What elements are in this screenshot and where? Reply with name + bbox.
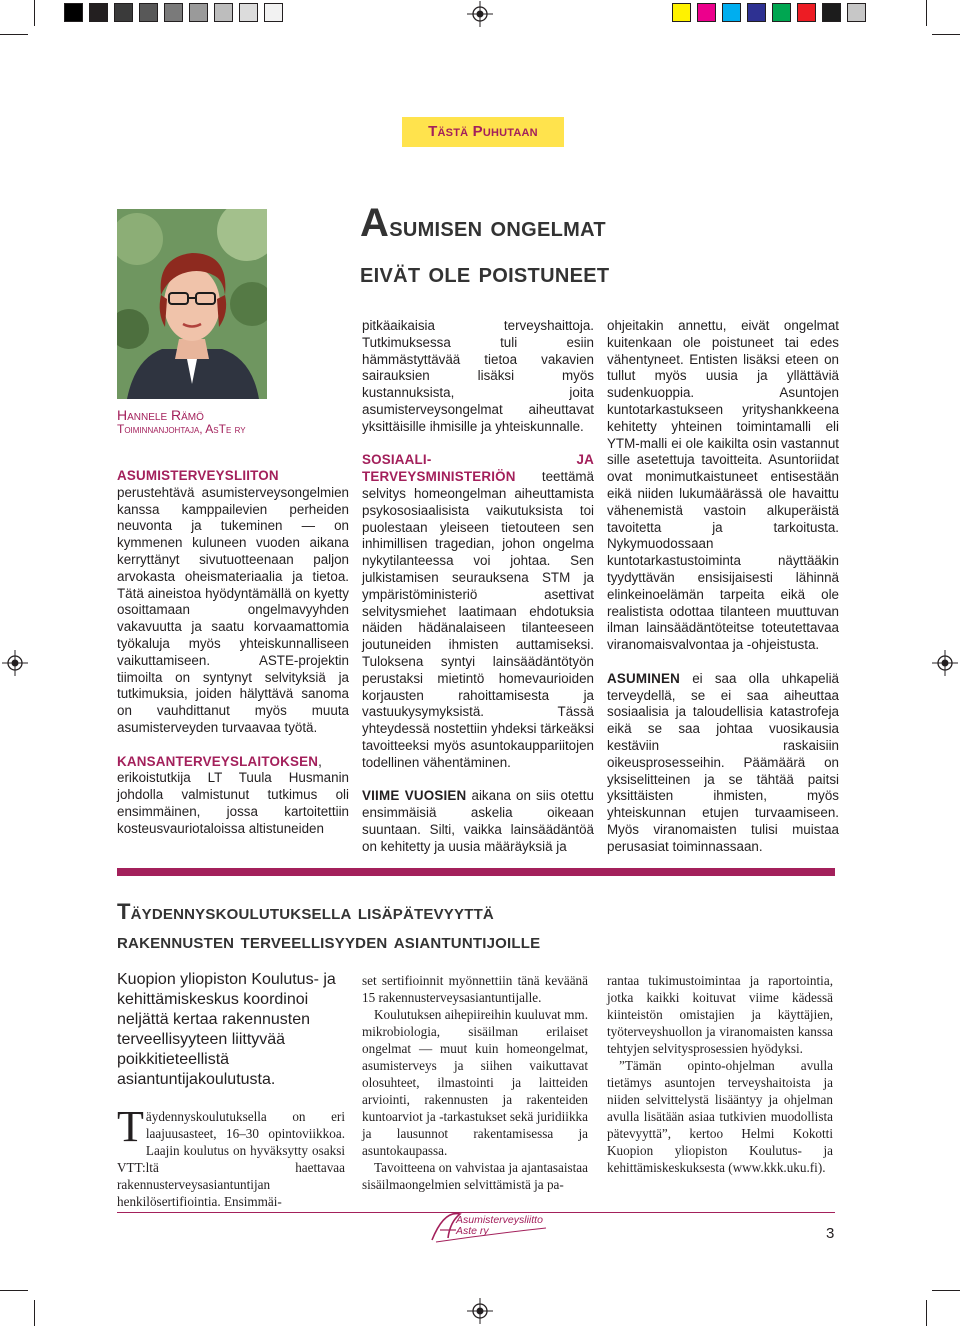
author-photo <box>117 209 267 399</box>
crop-mark <box>0 1290 28 1291</box>
logo-text <box>456 1215 543 1237</box>
paragraph: Tavoitteena on vahvistaa ja ajantasaistaa sisäilmaongelmien selvittämistä ja pa- <box>362 1160 588 1192</box>
drop-cap: T <box>117 1102 144 1151</box>
paragraph: rantaa tukimustoimintaa ja raportointia, jotka kaikki koituvat viime kädessä kiinteistön omistajien ja käyttäjien, työterveyshuollon ja viranomaisten kanssa tehtyjen selvitysprosessien hyödyksi. <box>607 973 833 1056</box>
print-swatch <box>189 3 208 22</box>
paragraph-lead: KANSANTERVEYSLAITOKSEN <box>117 753 319 769</box>
print-swatch <box>672 3 691 22</box>
second-article-intro: Kuopion yliopiston Koulutus- ja kehittämiskeskus koordinoi neljättä kertaa rakennusten terveellisyyteen liittyvää poikkitieteellistä asiantuntijakoulutusta. <box>117 971 336 1088</box>
print-swatch <box>114 3 133 22</box>
registration-mark-icon <box>467 1 493 27</box>
print-swatch <box>239 3 258 22</box>
crop-mark <box>34 1300 35 1326</box>
registration-mark-icon <box>932 650 958 676</box>
paragraph-lead: VIIME VUOSIEN <box>362 788 467 804</box>
headline-line-2: eivät ole poistuneet <box>360 257 610 288</box>
paragraph: set sertifioinnit myönnettiin tänä keväänä 15 rakennusterveysasiantuntijalle. <box>362 973 588 1005</box>
paragraph <box>362 452 594 771</box>
crop-mark <box>0 34 28 35</box>
paragraph: Koulutuksen aihepiireihin kuuluvat mm. mikrobiologia, sisäilman erilaiset ongelmat — muut kuin homeongelmat, asumisterveys ja siihen vaikuttavat olosuhteet, ilmastointi ja laitteiden arviointi, rakennusten ja rakenteiden kuntoarviot ja -tarkastukset sekä juridiikka ja lausunnot rakentamisessa ja asuntokaupassa. <box>362 1007 588 1158</box>
author-portrait-illustration <box>117 209 267 399</box>
paragraph-text: pitkäaikaisia terveyshaittoja. Tutkimuksessa tuli esiin hämmästyttävää tietoa vakavien sairauksien lisäksi myös kustannuksista, joita asumisterveysongelmat aiheuttavat yksittäisille ihmisille ja yhteiskunnalle. <box>362 318 594 434</box>
logo-text-line-1: Asumisterveysliitto <box>456 1214 543 1226</box>
paragraph <box>117 1102 345 1210</box>
paragraph-text: ohjeitakin annettu, eivät ongelmat kuitenkaan ole poistuneet tai edes vähentyneet. Entisten lisäksi eteen on tullut myös uusia ja yllättäviä sudenkuoppia. Asuntojen kuntotarkastukseen yrityshankkeena kehitetty yhteinen toimintamalli eli YTM-malli ei ole kaikilta osin vastannut sille asetettuja tavoitteita. Asuntoriidat ovat monimutkaistuneet entisestään eikä niiden lukumäärässä ole havaittu vähenemistä vastoin alkuperäistä tavoitetta ja tarkoitusta. Nykymuodossaan kuntotarkastustoiminta näyttääkin tyydyttävän ensisijaisesti lähinnä elinkeinoelämän tarpeita eikä ole realistista odottaa tilanteen muuttuvan ilman lainsäädäntöteitse toteutettavaa viranomaisvalvontaa ja -ohjeistusta. <box>607 318 839 653</box>
second-article-column-2 <box>362 972 588 1193</box>
print-swatch <box>697 3 716 22</box>
paragraph-text: ei saa olla uhkapeliä terveydellä, se ei saa aiheuttaa sosiaalisia ja taloudellisia katastrofeja eikä se saa johtaa vuosikausia kestäviin raskaisiin oikeusprosesseihin. Päämäärä on yksiselitteinen ja se tähtää paitsi yksittäisten ihmisten, myös yhteiskunnan etujen turvaamiseen. Myös viranomaisten tulisi muistaa perusasiat toiminnassaan. <box>607 670 839 854</box>
print-swatch <box>747 3 766 22</box>
paragraph-text: perustehtävä asumisterveysongelmien kanssa kamppailevien perheiden neuvonta ja tukeminen — on kymmenen kuluneen vuoden aikana kerryttänyt sivutuotteenaan paljon arvokasta oheismateriaalia ja tietoa. Tätä aineistoa hyödyntämällä on kyetty osoittamaan ongelmavyyhden vakavuutta ja saatu korvaamattomia työkaluja myös yhteiskunnalliseen vaikuttamiseen. ASTE-projektin tiimoilta on syntynyt selvityksiä ja tutkimuksia, joiden hälyttävä sanoma on vauhdittanut myös muuta asumisterveyden turvaavaa työtä. <box>117 484 349 735</box>
paragraph <box>607 671 839 856</box>
paragraph <box>362 318 594 436</box>
second-article-column-3 <box>607 972 833 1176</box>
second-headline-line-2: rakennusten terveellisyyden asiantuntijoille <box>117 928 541 953</box>
paragraph <box>117 468 349 737</box>
print-swatch <box>847 3 866 22</box>
print-swatch <box>264 3 283 22</box>
paragraph-text: äydennyskoulutuksella on eri laajuusasteet, 16–30 opintoviikkoa. Laajin koulutus on hyväksytty osaksi VTT:ltä haettavaa rakennusterveysasiantuntijan henkilösertifiointia. Ensimmäi- <box>117 1109 345 1209</box>
logo-text-line-2: Aste ry <box>456 1225 489 1237</box>
article-column-3 <box>607 318 839 856</box>
headline-line-1-rest: sumisen ongelmat <box>389 211 606 242</box>
paragraph: ”Tämän opinto-ohjelman avulla tietämys asuntojen terveyshaitoista ja niiden selvittelystä lisääntyy ja ohjelman avulla lisätään asiaa tutkivien muodollista pätevyyttä”, kertoo Helmi Kokotti Kuopion yliopiston Koulutus- ja kehittämiskeskuksesta (www.kkk.uku.fi). <box>607 1058 833 1175</box>
crop-mark <box>926 1300 927 1326</box>
article-column-1 <box>117 468 349 838</box>
second-headline-line-1: Täydennyskoulutuksella lisäpätevyyttä <box>117 899 494 924</box>
crop-mark <box>932 1290 960 1291</box>
print-swatch <box>797 3 816 22</box>
registration-mark-icon <box>2 650 28 676</box>
paragraph-text: aikana on siis otettu ensimmäisiä askelia oikeaan suuntaan. Silti, vaikka lainsäädäntöä on kehitetty ja uusia määräyksiä ja <box>362 788 594 854</box>
section-kicker: Tästä Puhutaan <box>402 117 564 147</box>
print-swatch <box>722 3 741 22</box>
section-divider <box>117 868 835 876</box>
crop-mark <box>34 0 35 26</box>
second-article-column-1 <box>117 1102 345 1210</box>
print-swatch <box>89 3 108 22</box>
article-column-2 <box>362 318 594 856</box>
print-swatch <box>822 3 841 22</box>
article-headline <box>360 200 780 296</box>
author-title: Toiminnanjohtaja, AsTe ry <box>117 422 246 436</box>
paragraph <box>117 754 349 838</box>
paragraph-text: , erikoistutkija LT Tuula Husmanin johdolla valmistunut tutkimus oli ensimmäinen, jossa kartoitettiin kosteusvauriotaloissa altistuneiden <box>117 753 349 836</box>
paragraph-lead: ASUMISTERVEYSLIITON <box>117 468 279 483</box>
print-swatch <box>64 3 83 22</box>
crop-mark <box>932 34 960 35</box>
second-article-headline <box>117 897 837 955</box>
print-swatch <box>164 3 183 22</box>
headline-initial: A <box>360 201 390 245</box>
headline-line-1 <box>360 200 780 250</box>
paragraph-lead: SOSIAALI- JA TERVEYSMINISTERIÖN <box>362 452 594 485</box>
print-swatch <box>772 3 791 22</box>
paragraph-text: teettämä selvitys homeongelman aiheuttamista psykososiaalisista vaikutuksista toi puolestaan yleiseen tietouteen sen inhimillisen tragedian, johon ongelma nykytilanteessa voi johtaa. Sen julkistamisen seurauksena STM ja ympäristöministeriö asettivat selvitysmiehet laatimaan ehdotuksia näiden hädänalaiseen tilanteeseen joutuneiden ihmisten auttamiseksi. Tuloksena syntyi lainsäädäntötyön perustaksi mietintö homevaurioiden korjausten rahoittamisesta ja vastuukysymyksistä. Tässä yhteydessä nostettiin yhdeksi tärkeäksi tavoitteeksi myös asuntokauppariitojen todellinen vähentäminen. <box>362 469 594 770</box>
page-number: 3 <box>826 1225 835 1242</box>
crop-mark <box>926 0 927 26</box>
paragraph-lead: ASUMINEN <box>607 670 681 686</box>
author-name: Hannele Rämö <box>117 407 204 423</box>
paragraph <box>607 318 839 654</box>
print-swatch <box>214 3 233 22</box>
author-byline <box>117 408 357 436</box>
paragraph <box>362 788 594 855</box>
print-swatch <box>139 3 158 22</box>
registration-mark-icon <box>467 1298 493 1324</box>
